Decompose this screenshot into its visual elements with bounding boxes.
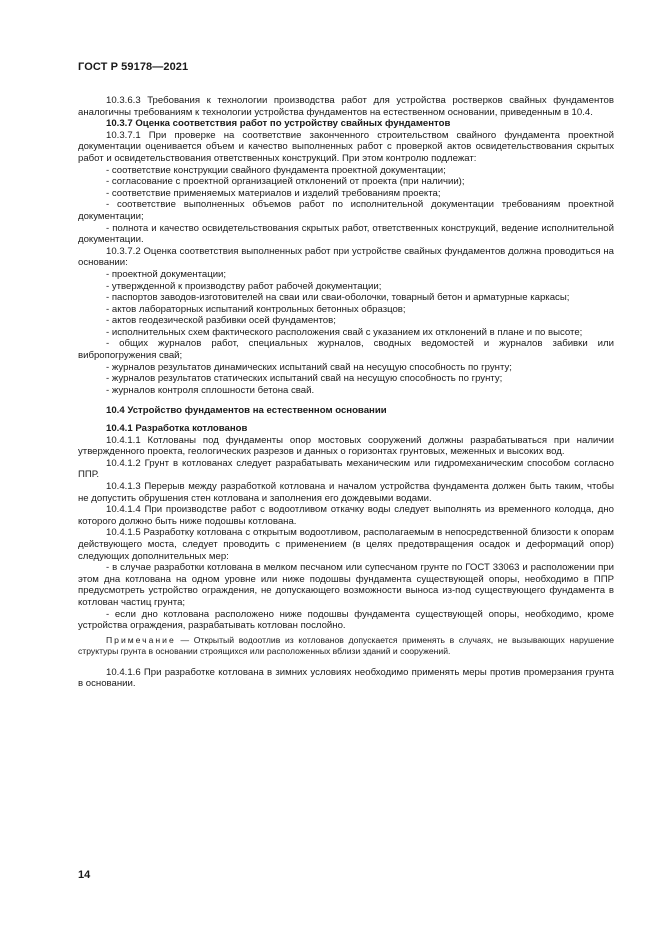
paragraph: 10.4.1.6 При разработке котлована в зимних условиях необходимо применять меры против промерзания грунта в основании. [78, 666, 614, 690]
list-item: - в случае разработки котлована в мелком песчаном или супесчаном грунте по ГОСТ 33063 и расположении при этом дна котлована на одном уровне или ниже подошвы фундамента существующей опоры, необходимо в ППР предусмотреть устройство ограждения, не допускающего возможности выноса из-под существующего фундамента в котлован частиц грунта; [78, 562, 614, 608]
list-item: - журналов контроля сплошности бетона свай. [106, 384, 315, 396]
list-item: - паспортов заводов-изготовителей на сваи или сваи-оболочки, товарный бетон и арматурные каркасы; [106, 292, 570, 304]
note-text: — Открытый водоотлив из котлованов допускается применять в случаях, не вызывающих нарушение структуры грунта в основании строящихся или расположенных вблизи зданий и сооружений. [78, 634, 614, 656]
list-item: - полнота и качество освидетельствования скрытых работ, ответственных конструкций, ведение исполнительной документации. [78, 222, 614, 246]
document-body [78, 95, 614, 690]
spacer [78, 396, 614, 405]
list-item: - общих журналов работ, специальных журналов, сводных ведомостей и журналов забивки или вибропогружения свай; [78, 338, 614, 362]
paragraph: 10.4.1.1 Котлованы под фундаменты опор мостовых сооружений должны разрабатываться при наличии утвержденного проекта, геологических разрезов и данных о горизонтах грунтовых, меженных и высоких вод. [78, 434, 614, 458]
paragraph: 10.4.1.5 Разработку котлована с открытым водоотливом, располагаемым в непосредственной близости к опорам действующего моста, следует проводить с применением (в целях предотвращения осадок и деформаций опор) следующих дополнительных мер: [78, 527, 614, 562]
list-item: - журналов результатов статических испытаний свай на несущую способность по грунту; [106, 373, 503, 385]
list-item: - актов геодезической разбивки осей фундаментов; [106, 315, 336, 327]
list-item: - актов лабораторных испытаний контрольных бетонных образцов; [106, 303, 406, 315]
paragraph: 10.4.1.2 Грунт в котлованах следует разрабатывать механическим или гидромеханическим способом согласно ППР. [78, 457, 614, 481]
note-label: Примечание [106, 634, 176, 645]
list-item: - соответствие конструкции свайного фундамента проектной документации; [106, 164, 446, 176]
page-number: 14 [78, 869, 91, 881]
paragraph: 10.3.7.1 При проверке на соответствие законченного строительством свайного фундамента проектной документации оценивается объем и качество выполненных работ с проверкой актов освидетельствования скрытых работ и освидетельствования ответственных конструкций. При этом контролю подлежат: [78, 129, 614, 164]
paragraph: 10.3.7.2 Оценка соответствия выполненных работ при устройстве свайных фундаментов должна проводиться на основании: [78, 245, 614, 269]
paragraph: 10.3.6.3 Требования к технологии производства работ для устройства ростверков свайных фундаментов аналогичны требованиям к технологии устройства фундаментов на естественном основании, приведенным в 10.4. [78, 95, 614, 118]
list-item: - исполнительных схем фактического расположения свай с указанием их отклонений в плане и по высоте; [106, 326, 583, 338]
list-item: - проектной документации; [106, 268, 227, 280]
list-item: - соответствие выполненных объемов работ по исполнительной документации требованиям проектной документации; [78, 199, 614, 222]
list-item: - согласование с проектной организацией отклонений от проекта (при наличии); [106, 176, 465, 188]
paragraph: 10.4.1.3 Перерыв между разработкой котлована и началом устройства фундамента должен быть таким, чтобы не допустить обрушения стен котлована и заполнения его дождевыми водами. [78, 481, 614, 504]
section-heading: 10.4 Устройство фундаментов на естественном основании [106, 405, 387, 417]
list-item: - утвержденной к производству работ рабочей документации; [106, 280, 382, 292]
standard-header: ГОСТ Р 59178—2021 [78, 61, 189, 73]
section-heading: 10.3.7 Оценка соответствия работ по устройству свайных фундаментов [106, 118, 451, 130]
paragraph: 10.4.1.4 При производстве работ с водоотливом откачку воды следует выполнять из временного колодца, дно которого должно быть ниже подошвы котлована. [78, 504, 614, 527]
list-item: - журналов результатов динамических испытаний свай на несущую способность по грунту; [106, 361, 512, 373]
list-item: - соответствие применяемых материалов и изделий требованиям проекта; [106, 187, 441, 199]
note [78, 635, 614, 657]
list-item: - если дно котлована расположено ниже подошвы фундамента существующей опоры, необходимо, кроме устройства ограждения, разрабатывать котлован послойно. [78, 608, 614, 632]
subsection-heading: 10.4.1 Разработка котлованов [106, 423, 248, 435]
